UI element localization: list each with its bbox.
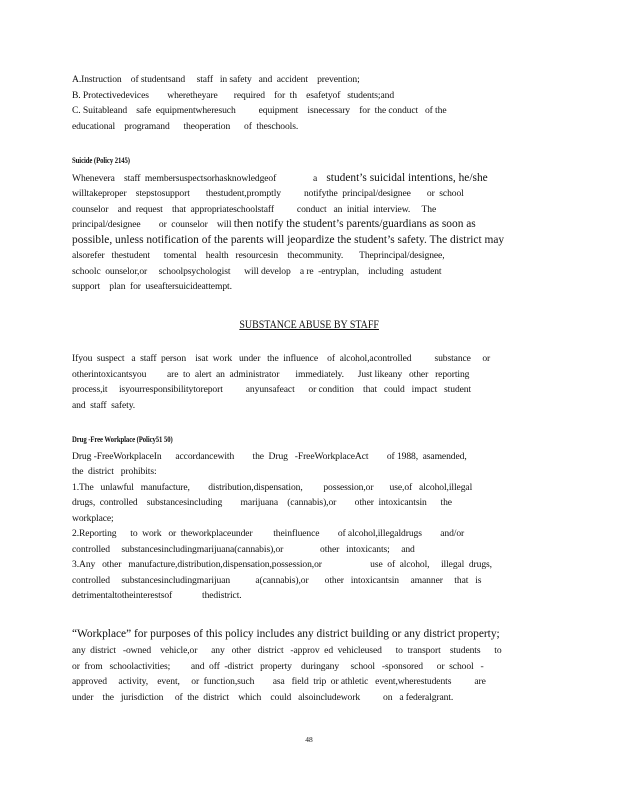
text-line: and staff safety. xyxy=(72,399,136,411)
small-text-run: support plan for useaftersuicideattempt. xyxy=(72,281,232,292)
text-line: C. Suitableand safe equipmentwheresuch equipment isnecessary for the conduct of the xyxy=(72,105,447,116)
substance-abuse-title: SUBSTANCE ABUSE BY STAFF xyxy=(239,318,379,331)
text-line: 2.Reporting to work or theworkplaceunder theinfluence of alcohol,illegaldrugs and/or xyxy=(72,528,465,539)
suicide-section xyxy=(72,153,548,295)
text-line xyxy=(72,248,548,264)
text-line: any district -owned vehicle,or any other district -approv ed vehicleused to transport students to xyxy=(72,645,502,656)
text-line: educational programand theoperation of theschools. xyxy=(72,120,299,132)
small-text-run: schoolc ounselor,or schoolpsychologist will develop a re -entryplan, including astudent xyxy=(72,265,442,277)
reporting-paragraph xyxy=(72,351,548,413)
text-line xyxy=(72,264,548,280)
text-line: 1.The unlawful manufacture, distribution,dispensation, possession,or use,of alcohol,illegal xyxy=(72,481,473,493)
safety-instruction-list xyxy=(72,72,548,134)
suicide-policy-heading: Suicide (Policy 2145) xyxy=(72,156,130,165)
small-text-run: willtakeproper stepstosupport thestudent,promptly notifythe principal/designee or school xyxy=(72,188,464,199)
text-line: A.Instruction of studentsand staff in safety and accident prevention; xyxy=(72,74,360,85)
text-line xyxy=(72,233,548,249)
text-line: or from schoolactivities; and off -district property duringany school -sponsored or school - xyxy=(72,660,484,672)
text-line: drugs, controlled substancesincluding marijuana (cannabis),or other intoxicantsin the xyxy=(72,497,452,508)
workplace-definition-first-line: “Workplace” for purposes of this policy includes any district building or any district property; xyxy=(72,628,500,640)
text-line: otherintoxicantsyou are to alert an administrator immediately. Just likeany other reporting xyxy=(72,368,470,380)
text-line: workplace; xyxy=(72,512,114,524)
text-line xyxy=(72,217,548,233)
large-text-run: possible, unless notification of the parents will jeopardize the student’s safety. The district may xyxy=(72,233,505,246)
text-line xyxy=(72,186,548,202)
text-line: Ifyou suspect a staff person isat work under the influence of alcohol,acontrolled substance or xyxy=(72,353,491,364)
large-text-run: student’s suicidal intentions, he/she xyxy=(326,171,488,184)
text-line: 3.Any other manufacture,distribution,dispensation,possession,or use of alcohol, illegal drugs, xyxy=(72,559,492,570)
text-line xyxy=(72,279,548,295)
drug-free-section xyxy=(72,432,548,604)
small-text-run: Whenevera staff membersuspectsorhasknowledgeof a xyxy=(72,172,327,184)
large-text-run: then notify the student’s parents/guardians as soon as xyxy=(233,218,476,230)
small-text-run: alsorefer thestudent tomental health resourcesin thecommunity. Theprincipal/designee, xyxy=(72,250,445,261)
text-line: Drug -FreeWorkplaceIn accordancewith the Drug -FreeWorkplaceAct of 1988, asamended, xyxy=(72,450,467,462)
text-line xyxy=(72,202,548,218)
page-number: 48 xyxy=(305,735,313,744)
text-line: B. Protectivedevices wheretheyare required for th esafetyof students;and xyxy=(72,89,395,101)
text-line: controlled substancesincludingmarijuana(cannabis),or other intoxicants; and xyxy=(72,543,415,555)
text-line: process,it isyourresponsibilitytoreport anyunsafeact or condition that could impact student xyxy=(72,384,472,395)
text-line: detrimentaltotheinterestsof thedistrict. xyxy=(72,590,242,601)
page-title xyxy=(0,318,618,331)
text-line: the district prohibits: xyxy=(72,466,157,477)
text-line: controlled substancesincludingmarijuan a(cannabis),or other intoxicantsin amanner that is xyxy=(72,574,482,586)
small-text-run: counselor and request that appropriateschoolstaff conduct an initial interview. The xyxy=(72,203,437,215)
small-text-run: principal/designee or counselor will xyxy=(72,219,234,230)
text-line xyxy=(72,171,548,187)
drug-free-policy-heading: Drug -Free Workplace (Policy51 50) xyxy=(72,435,173,444)
text-line: under the jurisdiction of the district which could alsoincludework on a federalgrant. xyxy=(72,691,454,703)
workplace-definition xyxy=(72,626,548,705)
text-line: approved activity, event, or function,such asa field trip or athletic event,wherestudents are xyxy=(72,676,486,687)
